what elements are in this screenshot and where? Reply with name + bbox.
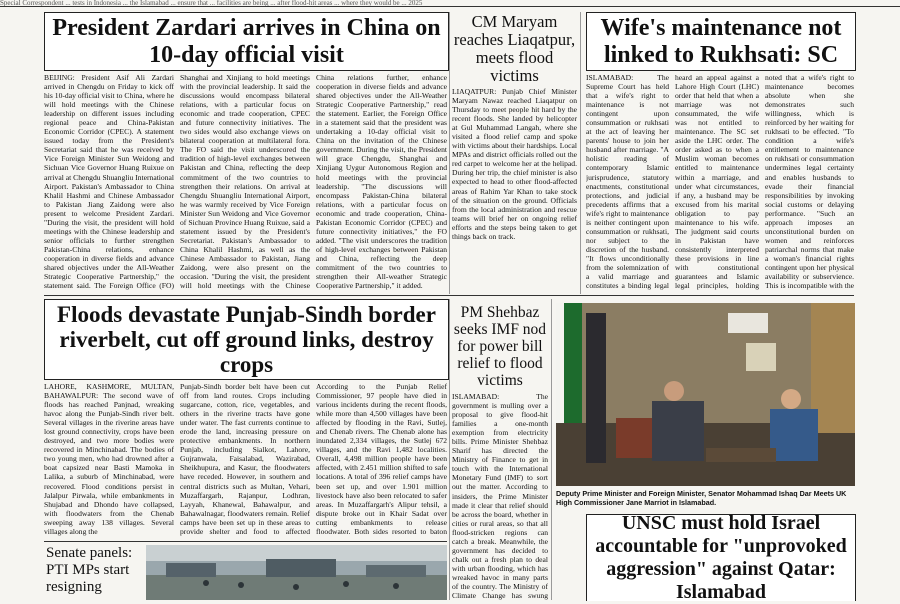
floods-column-1	[44, 382, 174, 537]
floods-column-2	[180, 382, 310, 537]
maryam-column	[452, 87, 577, 291]
wife-column-2	[675, 73, 759, 291]
wife-column-1	[586, 73, 669, 291]
floods-text-2: Punjab-Sindh border belt have been cut off from land routes. Crops including sugarcane, cotton, rice, vegetables, and others in the riverine tracts have gone under water. The fast currents continue to erode the land, increasing pressure on protective embankments. In northern Punjab, including Sialkot, Lahore, Gujranwala, Faisalabad, Wazirabad, Sheikhupura, and Kasur, the floodwaters have receded. However, in southern and central districts such as Multan, Vehari, Muzaffargarh, Rajanpur, Lodhran, Layyah, Khanewal, Bahawalpur, and Bahawalnagar, floodwaters remain. Relief camps have been set up in these areas to provide shelter and food to affected	[180, 382, 310, 536]
wife-headline-box	[586, 12, 856, 71]
zardari-text-3: China relations further, enhance cooperation in diverse fields and advance shared objectives under the All-Weather Strategic Cooperative Partnership," read the statement. Earlier, the Foreign Office in a statement said that the president was undertaking a 10-day official visit to China on the invitation of the Chinese government. During the visit, the President will grace Chengdu, Shanghai and Xinjiang Uygur Autonomous Region and hold meetings with the provincial leadership. "The discussions will encompass Pakistan-China bilateral relations, with a particular focus on economic and trade cooperation, China-Pakistan Economic Corridor (CPEC) and future connectivity initiatives," the FO added. "The visit underscores the tradition of high-level exchanges between Pakistan and China, reflecting the deep commitment of the two countries to strengthen their All-weather Strategic Cooperative Partnership," it added.	[316, 73, 447, 291]
maryam-headline-box	[452, 13, 577, 85]
zardari-column-3	[316, 73, 447, 291]
wife-column-3	[765, 73, 854, 291]
section-divider	[44, 541, 447, 542]
maryam-headline: CM Maryam reaches Liaqatpur, meets flood victims	[453, 13, 576, 85]
floods-text-3: According to the Punjab Relief Commissioner, 97 people have died in various incidents during the recent floods, while more than 4,500 villages have been affected by flooding in the Ravi, Sutlej, and Chenab rivers. The Chenab alone has inundated 2,334 villages, the Sutlej 672 villages, and the Ravi 1,482 localities. Overall, 4,498 million people have been affected, with 2.451 million shifted to safe locations. A total of 396 relief camps have been set up, and over 1.901 million livestock have also been relocated to safer areas. In Muzaffargarh's Alipur tehsil, a dispute broke out in Khair Sadat over cutting embankments to release floodwater. Both sides resorted to baton	[316, 382, 447, 536]
zardari-column-2	[180, 73, 310, 291]
top-divider	[0, 6, 900, 7]
floods-headline: Floods devastate Punjab-Sindh border riverbelt, cut off ground links, destroy crops	[57, 302, 436, 377]
senate-headline: Senate panels: PTI MPs start resigning	[46, 545, 133, 595]
unsc-headline: UNSC must hold Israel accountable for "unprovoked aggression" against Qatar: Islamabad	[595, 512, 847, 603]
section-divider	[44, 295, 854, 296]
wife-text-2: heard an appeal against a Lahore High Court (LHC) order that held that when a marriage was not consummated, the wife was not entitled to maintenance. The SC set aside the LHC order. The order asked as to when a Muslim woman becomes entitled to maintenance within a marriage, and under what circumstances, if any, a husband may be excused from his marital obligation to pay maintenance to his wife. The judgment said courts in Pakistan have consistently interpreted these provisions in line with constitutional guarantees and Islamic legal principles, holding	[675, 73, 759, 291]
wife-headline: Wife's maintenance not linked to Rukhsati: SC	[600, 14, 842, 68]
column-divider	[551, 299, 552, 600]
zardari-text-2: Shanghai and Xinjiang to hold meetings with the provincial leadership. It said the discussions would encompass bilateral relations, with a particular focus on economic and trade cooperation, CPEC and future connectivity initiatives. The two sides would also exchange views on bilateral cooperation at multilateral fora. The FO said the visit underscored the tradition of high-level exchanges between Pakistan and China, reflecting the deep commitment of the two countries to strengthen their relations. On arrival at Chengdu Shuangliu International Airport, he was warmly received by Vice Foreign Minister Sun Weidong and Vice Governor of Sichuan Province Huang Ruixue, said a statement issued by the President's Secretariat. Pakistan's Ambassador to China Khalil Hashmi, as well as the Chinese Ambassador to Pakistan, Jiang Zaidong, were also present on the occasion. "During the visit, the president will hold meetings with the Chinese	[180, 73, 310, 291]
imf-headline-box	[452, 304, 548, 390]
floods-headline-box	[44, 299, 449, 380]
meeting-photo-caption: Deputy Prime Minister and Foreign Minister, Senator Mohammad Ishaq Dar Meets UK High Commissioner Jane Marriot in Islamabad.	[556, 489, 847, 507]
unsc-headline-box	[586, 514, 856, 601]
imf-headline: PM Shehbaz seeks IMF nod for power bill relief to flood victims	[453, 304, 547, 389]
wife-text-1: ISLAMABAD: The Supreme Court has held that a wife's right to maintenance is not contingent upon consummation or rukhsati at the act of leaving her parents' house to join her husband after marriage. "A holistic reading of contemporary Islamic jurisprudence, statutory enactments, constitutional protections, and judicial precedents affirms that a wife's right to maintenance is neither contingent upon consummation or rukhsati, nor subject to the discretion of the husband. "It flows unconditionally from the solemnization of a valid marriage and constitutes a binding legal	[586, 73, 669, 291]
zardari-headline: President Zardari arrives in China on 10-day official visit	[52, 14, 441, 68]
zardari-column-1	[44, 73, 174, 291]
column-divider	[580, 12, 581, 294]
imf-text: ISLAMABAD: The government is mulling over a proposal to give flood-hit families a one-month exemption from electricity bills. Prime Minister Shehbaz Sharif has directed the Ministry of Finance to get in touch with the International Monetary Fund (IMF) to sort out the matter. According to insiders, the Prime Minister made it clear that relief should be across the board, whether in cities or rural areas, so that all flood-stricken regions can catch a break. Meanwhile, the government has decided to chalk out a fresh plan to deal with urban flooding, which has wreaked havoc in many parts of the country. The Ministry of Climate Change has swung	[452, 392, 548, 600]
zardari-text-1: BEIJING: President Asif Ali Zardari arrived in Chengdu on Friday to kick off his 10-day official visit to China, where he will hold meetings with the Chinese leadership on different issues including regional peace and China-Pakistan Economic Corridor (CPEC). A statement issued today from the President's Secretariat said that he was received by Vice Foreign Minister Sun Weidong and Sichuan Vice Governor Huang Ruixue on arrival at Chengdu Shuangliu International Airport. Pakistan's Ambassador to China Khalil Hashmi and Chinese Ambassador to Pakistan Jiang Zaidong were also present to welcome President Zardari. "During the visit, the president will hold meetings with the Chinese leadership and senior officials to further strengthen Pakistan-China relations, enhance cooperation in diverse fields and advance shared objectives under the All-Weather Strategic Cooperative Partnership," the statement said. The Foreign Office (FO)	[44, 73, 174, 291]
wife-text-3: noted that a wife's right to maintenance becomes absolute when she demonstrates such willingness, which is reinforced by her waiting for rukhsati to be effected. "To condition a wife's entitlement to maintenance on rukhsati or consummation undermines legal certainty and enables husbands to evade their financial responsibilities by invoking social customs or delaying performance. "Such an approach imposes an unconstitutional burden on women and reinforces patriarchal norms that make a woman's financial rights contingent upon her physical availability or subservience. This is incompatible with the	[765, 73, 854, 291]
column-divider	[449, 12, 450, 294]
zardari-headline-box	[44, 12, 449, 71]
floods-text-1: LAHORE, KASHMORE, MULTAN, BAHAWALPUR: The second wave of floods has reached Panjnad, wreaking havoc along the Punjab-Sindh river belt. Several villages in the riverine areas have lost ground connectivity, crops have been destroyed, and two more bodies were recovered in Minchinabad. The bodies of two young men, who had drowned after a boat capsized near Basti Mamoka in Lalika, a suburb of Minchinabad, were recovered. Flood conditions persist in Jalalpur Pirwala, while embankments in Shujabad and Dhondo have collapsed, with floodwaters from the Chenab sweeping away 138 villages. Several villages along the	[44, 382, 174, 536]
top-strip: Special Correspondent ... tests in Indonesia ... the Islamabad ... ensure that ... facilities are being ... after flood-hit areas ... where they would be ... 2025	[0, 0, 423, 6]
senate-headline-box	[46, 545, 138, 600]
flood-photo	[146, 545, 447, 600]
floods-column-3	[316, 382, 447, 537]
imf-column	[452, 392, 548, 600]
column-divider	[449, 299, 450, 600]
maryam-text: LIAQATPUR: Punjab Chief Minister Maryam Nawaz reached Liaqatpur on Thursday to meet people hit hard by the recent floods. She landed by helicopter at Gul Muhammad Langah, where she visited a flood relief camp and spoke with victims about their hardships. Local MPAs and district officials rolled out the red carpet to welcome her at the helipad. During her trip, the chief minister is also expected to head to other flood-affected areas of Rahim Yar Khan to take stock of the situation on the ground. Officials from the local administration and rescue teams will brief her on ongoing relief efforts and the steps being taken to get things back on track.	[452, 87, 577, 241]
meeting-photo	[556, 303, 855, 486]
